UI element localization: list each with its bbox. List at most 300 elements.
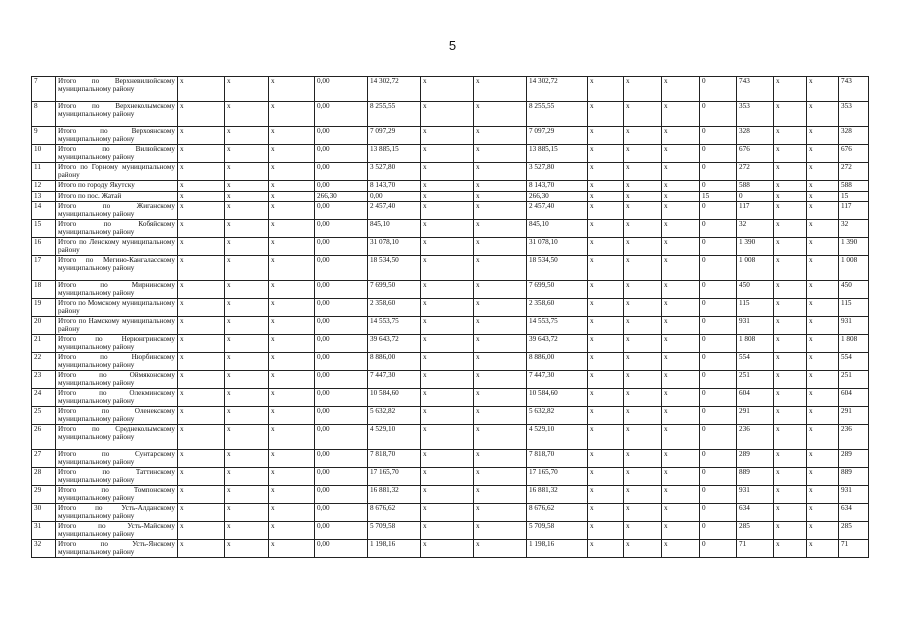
cell-8: 18 534,50: [527, 256, 588, 281]
cell-1: х: [178, 163, 225, 181]
table-row: [32, 335, 869, 353]
cell-13: 931: [737, 486, 774, 504]
cell-7: х: [474, 191, 527, 202]
cell-3: х: [269, 317, 315, 335]
cell-4: 0,00: [315, 522, 368, 540]
cell-9: х: [588, 389, 624, 407]
cell-16: 15: [839, 191, 869, 202]
row-name: Итого по Оймяконскому муниципальному району: [56, 371, 178, 389]
cell-2: х: [225, 299, 269, 317]
cell-10: х: [624, 353, 662, 371]
cell-12: 0: [700, 238, 737, 256]
cell-14: х: [774, 256, 807, 281]
cell-15: х: [807, 281, 839, 299]
cell-1: х: [178, 220, 225, 238]
cell-5: 7 097,29: [368, 127, 421, 145]
cell-5: 845,10: [368, 220, 421, 238]
cell-2: х: [225, 335, 269, 353]
cell-8: 2 457,40: [527, 202, 588, 220]
cell-8: 16 881,32: [527, 486, 588, 504]
cell-10: х: [624, 468, 662, 486]
cell-3: х: [269, 181, 315, 192]
cell-13: 71: [737, 540, 774, 558]
cell-7: х: [474, 468, 527, 486]
row-number: 15: [32, 220, 56, 238]
cell-16: 289: [839, 450, 869, 468]
cell-5: 5 632,82: [368, 407, 421, 425]
cell-11: х: [662, 181, 700, 192]
cell-16: 588: [839, 181, 869, 192]
table-row: [32, 163, 869, 181]
cell-3: х: [269, 486, 315, 504]
cell-14: х: [774, 425, 807, 450]
cell-8: 14 302,72: [527, 77, 588, 102]
cell-4: 266,30: [315, 191, 368, 202]
cell-2: х: [225, 256, 269, 281]
cell-3: х: [269, 522, 315, 540]
cell-13: 931: [737, 317, 774, 335]
cell-5: 3 527,80: [368, 163, 421, 181]
cell-1: х: [178, 299, 225, 317]
cell-5: 5 709,58: [368, 522, 421, 540]
cell-13: 604: [737, 389, 774, 407]
cell-9: х: [588, 256, 624, 281]
cell-13: 289: [737, 450, 774, 468]
cell-1: х: [178, 450, 225, 468]
cell-6: х: [421, 335, 474, 353]
cell-15: х: [807, 163, 839, 181]
table-row: [32, 407, 869, 425]
cell-5: 7 447,30: [368, 371, 421, 389]
cell-12: 0: [700, 281, 737, 299]
cell-5: 7 699,50: [368, 281, 421, 299]
cell-7: х: [474, 504, 527, 522]
cell-6: х: [421, 191, 474, 202]
cell-5: 16 881,32: [368, 486, 421, 504]
cell-13: 32: [737, 220, 774, 238]
cell-7: х: [474, 299, 527, 317]
cell-11: х: [662, 389, 700, 407]
table-row: [32, 145, 869, 163]
cell-6: х: [421, 317, 474, 335]
cell-4: 0,00: [315, 335, 368, 353]
cell-9: х: [588, 371, 624, 389]
cell-9: х: [588, 102, 624, 127]
cell-11: х: [662, 317, 700, 335]
cell-5: 2 358,60: [368, 299, 421, 317]
row-name: Итого по Нерюнгринскому муниципальному району: [56, 335, 178, 353]
cell-7: х: [474, 145, 527, 163]
cell-16: 32: [839, 220, 869, 238]
cell-2: х: [225, 77, 269, 102]
cell-11: х: [662, 468, 700, 486]
cell-16: 251: [839, 371, 869, 389]
cell-16: 450: [839, 281, 869, 299]
cell-12: 15: [700, 191, 737, 202]
cell-7: х: [474, 425, 527, 450]
cell-1: х: [178, 486, 225, 504]
cell-10: х: [624, 486, 662, 504]
cell-11: х: [662, 281, 700, 299]
cell-1: х: [178, 504, 225, 522]
cell-4: 0,00: [315, 299, 368, 317]
cell-8: 7 699,50: [527, 281, 588, 299]
cell-14: х: [774, 540, 807, 558]
cell-16: 634: [839, 504, 869, 522]
table-row: [32, 102, 869, 127]
cell-12: 0: [700, 486, 737, 504]
cell-13: 0: [737, 191, 774, 202]
cell-11: х: [662, 407, 700, 425]
cell-6: х: [421, 353, 474, 371]
cell-5: 1 198,16: [368, 540, 421, 558]
cell-15: х: [807, 389, 839, 407]
cell-14: х: [774, 202, 807, 220]
cell-1: х: [178, 371, 225, 389]
cell-11: х: [662, 335, 700, 353]
cell-2: х: [225, 450, 269, 468]
cell-15: х: [807, 220, 839, 238]
cell-12: 0: [700, 317, 737, 335]
cell-8: 7 097,29: [527, 127, 588, 145]
cell-15: х: [807, 77, 839, 102]
cell-4: 0,00: [315, 407, 368, 425]
cell-7: х: [474, 281, 527, 299]
cell-12: 0: [700, 220, 737, 238]
cell-13: 1 008: [737, 256, 774, 281]
row-name: Итого по Вилюйскому муниципальному району: [56, 145, 178, 163]
row-number: 19: [32, 299, 56, 317]
cell-6: х: [421, 540, 474, 558]
cell-6: х: [421, 389, 474, 407]
cell-13: 588: [737, 181, 774, 192]
cell-11: х: [662, 450, 700, 468]
cell-9: х: [588, 238, 624, 256]
cell-6: х: [421, 522, 474, 540]
cell-1: х: [178, 77, 225, 102]
cell-16: 117: [839, 202, 869, 220]
cell-1: х: [178, 238, 225, 256]
cell-6: х: [421, 450, 474, 468]
cell-7: х: [474, 407, 527, 425]
cell-15: х: [807, 202, 839, 220]
cell-12: 0: [700, 425, 737, 450]
cell-2: х: [225, 102, 269, 127]
cell-9: х: [588, 504, 624, 522]
cell-3: х: [269, 504, 315, 522]
cell-10: х: [624, 299, 662, 317]
cell-7: х: [474, 77, 527, 102]
cell-14: х: [774, 468, 807, 486]
cell-5: 31 078,10: [368, 238, 421, 256]
cell-3: х: [269, 450, 315, 468]
cell-11: х: [662, 238, 700, 256]
cell-9: х: [588, 540, 624, 558]
cell-10: х: [624, 425, 662, 450]
table-row: [32, 504, 869, 522]
cell-7: х: [474, 238, 527, 256]
cell-14: х: [774, 299, 807, 317]
row-number: 25: [32, 407, 56, 425]
cell-15: х: [807, 407, 839, 425]
cell-14: х: [774, 102, 807, 127]
cell-5: 17 165,70: [368, 468, 421, 486]
cell-14: х: [774, 450, 807, 468]
table-row: [32, 425, 869, 450]
row-number: 18: [32, 281, 56, 299]
cell-16: 115: [839, 299, 869, 317]
row-name: Итого по Жиганскому муниципальному району: [56, 202, 178, 220]
cell-6: х: [421, 145, 474, 163]
cell-4: 0,00: [315, 163, 368, 181]
cell-7: х: [474, 102, 527, 127]
cell-7: х: [474, 127, 527, 145]
cell-10: х: [624, 238, 662, 256]
cell-15: х: [807, 181, 839, 192]
cell-14: х: [774, 220, 807, 238]
cell-10: х: [624, 371, 662, 389]
cell-7: х: [474, 486, 527, 504]
cell-12: 0: [700, 127, 737, 145]
cell-2: х: [225, 281, 269, 299]
cell-14: х: [774, 407, 807, 425]
cell-8: 4 529,10: [527, 425, 588, 450]
cell-8: 13 885,15: [527, 145, 588, 163]
cell-8: 845,10: [527, 220, 588, 238]
cell-1: х: [178, 468, 225, 486]
cell-8: 266,30: [527, 191, 588, 202]
cell-10: х: [624, 256, 662, 281]
row-number: 28: [32, 468, 56, 486]
cell-11: х: [662, 163, 700, 181]
cell-4: 0,00: [315, 145, 368, 163]
cell-1: х: [178, 407, 225, 425]
cell-14: х: [774, 281, 807, 299]
cell-1: х: [178, 191, 225, 202]
cell-3: х: [269, 191, 315, 202]
cell-15: х: [807, 145, 839, 163]
cell-9: х: [588, 181, 624, 192]
cell-2: х: [225, 522, 269, 540]
cell-15: х: [807, 127, 839, 145]
cell-3: х: [269, 281, 315, 299]
cell-12: 0: [700, 256, 737, 281]
cell-7: х: [474, 181, 527, 192]
row-name: Итого по Олекминскому муниципальному району: [56, 389, 178, 407]
cell-14: х: [774, 317, 807, 335]
cell-5: 39 643,72: [368, 335, 421, 353]
cell-16: 236: [839, 425, 869, 450]
cell-13: 634: [737, 504, 774, 522]
cell-4: 0,00: [315, 389, 368, 407]
cell-9: х: [588, 353, 624, 371]
cell-8: 31 078,10: [527, 238, 588, 256]
row-name: Итого по Верхнеколымскому муниципальному району: [56, 102, 178, 127]
cell-8: 8 143,70: [527, 181, 588, 192]
cell-11: х: [662, 102, 700, 127]
cell-4: 0,00: [315, 371, 368, 389]
cell-3: х: [269, 371, 315, 389]
cell-15: х: [807, 335, 839, 353]
cell-2: х: [225, 540, 269, 558]
cell-12: 0: [700, 299, 737, 317]
cell-2: х: [225, 353, 269, 371]
cell-16: 931: [839, 486, 869, 504]
cell-9: х: [588, 407, 624, 425]
cell-13: 743: [737, 77, 774, 102]
row-name: Итого по Усть-Алданскому муниципальному району: [56, 504, 178, 522]
row-name: Итого по Верхоянскому муниципальному району: [56, 127, 178, 145]
table-row: [32, 371, 869, 389]
cell-2: х: [225, 163, 269, 181]
table-row: [32, 220, 869, 238]
row-number: 7: [32, 77, 56, 102]
row-number: 24: [32, 389, 56, 407]
cell-6: х: [421, 256, 474, 281]
cell-15: х: [807, 317, 839, 335]
cell-1: х: [178, 353, 225, 371]
cell-6: х: [421, 77, 474, 102]
cell-10: х: [624, 317, 662, 335]
table-row: [32, 450, 869, 468]
cell-12: 0: [700, 102, 737, 127]
cell-10: х: [624, 102, 662, 127]
cell-8: 39 643,72: [527, 335, 588, 353]
cell-12: 0: [700, 468, 737, 486]
cell-12: 0: [700, 181, 737, 192]
cell-1: х: [178, 522, 225, 540]
cell-5: 18 534,50: [368, 256, 421, 281]
cell-8: 5 632,82: [527, 407, 588, 425]
cell-4: 0,00: [315, 450, 368, 468]
cell-3: х: [269, 163, 315, 181]
row-name: Итого по Нюрбинскому муниципальному району: [56, 353, 178, 371]
cell-4: 0,00: [315, 181, 368, 192]
cell-10: х: [624, 522, 662, 540]
cell-8: 7 818,70: [527, 450, 588, 468]
cell-2: х: [225, 389, 269, 407]
table-row: [32, 191, 869, 202]
cell-12: 0: [700, 504, 737, 522]
row-number: 27: [32, 450, 56, 468]
cell-15: х: [807, 191, 839, 202]
cell-15: х: [807, 353, 839, 371]
cell-14: х: [774, 371, 807, 389]
row-number: 31: [32, 522, 56, 540]
cell-1: х: [178, 181, 225, 192]
cell-3: х: [269, 425, 315, 450]
cell-7: х: [474, 371, 527, 389]
cell-11: х: [662, 540, 700, 558]
row-number: 21: [32, 335, 56, 353]
cell-3: х: [269, 540, 315, 558]
cell-4: 0,00: [315, 256, 368, 281]
cell-9: х: [588, 317, 624, 335]
cell-13: 285: [737, 522, 774, 540]
cell-6: х: [421, 220, 474, 238]
cell-8: 17 165,70: [527, 468, 588, 486]
cell-3: х: [269, 145, 315, 163]
cell-16: 71: [839, 540, 869, 558]
cell-15: х: [807, 299, 839, 317]
row-name: Итого по Сунтарскому муниципальному району: [56, 450, 178, 468]
cell-11: х: [662, 77, 700, 102]
cell-10: х: [624, 450, 662, 468]
cell-3: х: [269, 77, 315, 102]
cell-6: х: [421, 163, 474, 181]
cell-14: х: [774, 163, 807, 181]
cell-13: 554: [737, 353, 774, 371]
cell-14: х: [774, 181, 807, 192]
cell-4: 0,00: [315, 504, 368, 522]
cell-9: х: [588, 468, 624, 486]
cell-9: х: [588, 145, 624, 163]
cell-16: 1 808: [839, 335, 869, 353]
cell-16: 676: [839, 145, 869, 163]
cell-6: х: [421, 127, 474, 145]
cell-1: х: [178, 281, 225, 299]
cell-4: 0,00: [315, 317, 368, 335]
cell-12: 0: [700, 202, 737, 220]
cell-2: х: [225, 317, 269, 335]
cell-1: х: [178, 540, 225, 558]
cell-6: х: [421, 202, 474, 220]
cell-6: х: [421, 425, 474, 450]
cell-15: х: [807, 102, 839, 127]
cell-14: х: [774, 335, 807, 353]
cell-8: 10 584,60: [527, 389, 588, 407]
cell-7: х: [474, 202, 527, 220]
cell-12: 0: [700, 407, 737, 425]
table-row: [32, 522, 869, 540]
cell-2: х: [225, 504, 269, 522]
cell-11: х: [662, 202, 700, 220]
cell-11: х: [662, 504, 700, 522]
cell-10: х: [624, 145, 662, 163]
cell-11: х: [662, 299, 700, 317]
cell-11: х: [662, 522, 700, 540]
cell-4: 0,00: [315, 486, 368, 504]
cell-4: 0,00: [315, 238, 368, 256]
cell-14: х: [774, 486, 807, 504]
cell-13: 272: [737, 163, 774, 181]
cell-2: х: [225, 181, 269, 192]
cell-7: х: [474, 317, 527, 335]
cell-5: 8 143,70: [368, 181, 421, 192]
cell-10: х: [624, 77, 662, 102]
cell-14: х: [774, 522, 807, 540]
cell-5: 4 529,10: [368, 425, 421, 450]
cell-15: х: [807, 371, 839, 389]
cell-2: х: [225, 486, 269, 504]
table-row: [32, 281, 869, 299]
cell-10: х: [624, 540, 662, 558]
row-number: 30: [32, 504, 56, 522]
cell-9: х: [588, 202, 624, 220]
cell-3: х: [269, 202, 315, 220]
row-name: Итого по Таттинскому муниципальному району: [56, 468, 178, 486]
cell-3: х: [269, 389, 315, 407]
cell-16: 1 390: [839, 238, 869, 256]
row-number: 12: [32, 181, 56, 192]
cell-12: 0: [700, 450, 737, 468]
cell-15: х: [807, 486, 839, 504]
cell-4: 0,00: [315, 77, 368, 102]
cell-8: 5 709,58: [527, 522, 588, 540]
cell-3: х: [269, 407, 315, 425]
cell-13: 291: [737, 407, 774, 425]
row-name: Итого по Усть-Янскому муниципальному району: [56, 540, 178, 558]
